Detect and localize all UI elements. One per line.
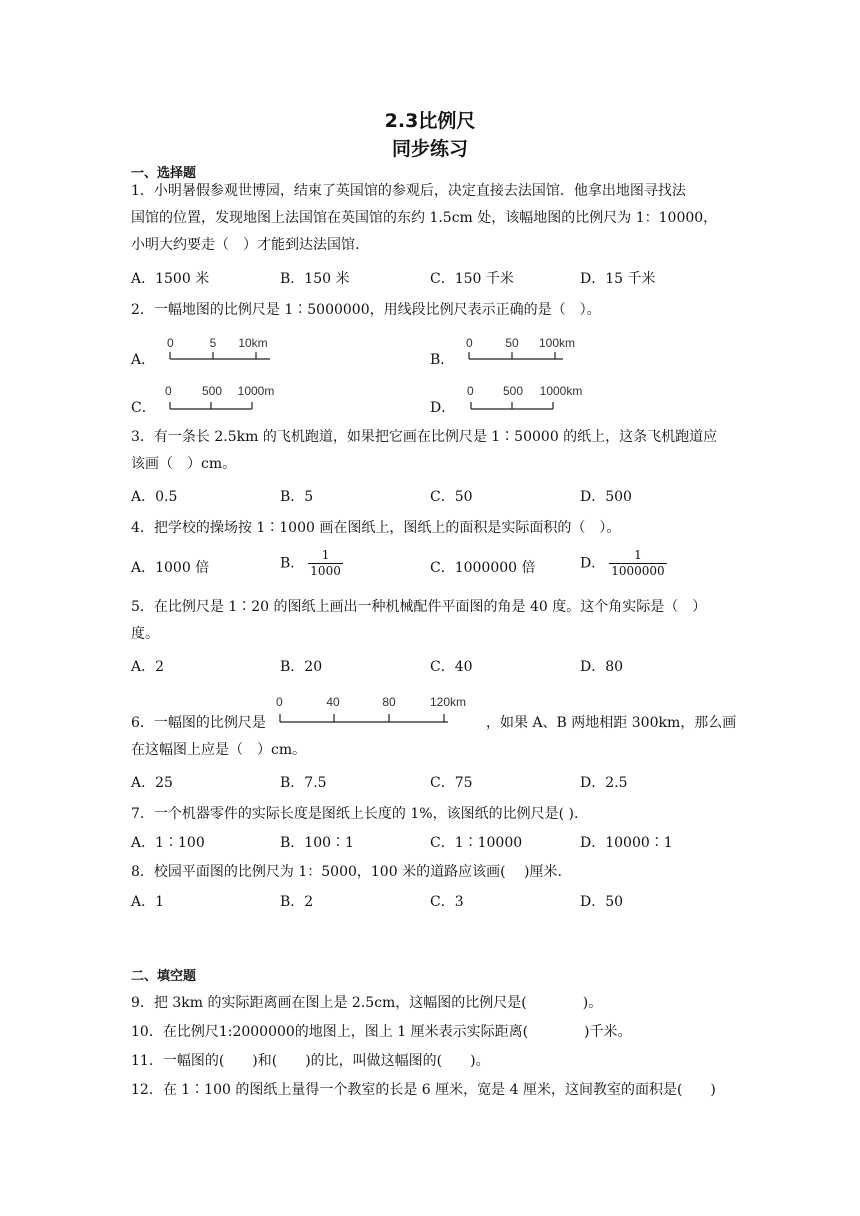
q11-line: 11．一幅图的( )和( )的比，叫做这幅图的( )。 <box>131 1053 490 1069</box>
q2-option-c-letter: C． <box>131 400 156 416</box>
q2-scale-bar-c <box>162 382 292 412</box>
q6-option-a: A．25 <box>131 775 173 791</box>
q7-option-c: C．1∶10000 <box>430 835 523 851</box>
q1-option-b: B．150 米 <box>280 271 350 287</box>
q8-option-b: B．2 <box>280 894 314 910</box>
scale-tick-label: 1000km <box>539 384 583 398</box>
q8-option-a: A．1 <box>131 894 165 910</box>
scale-tick-label: 0 <box>467 384 474 398</box>
q2-option-a-letter: A． <box>131 352 156 368</box>
fraction-numerator: 1 <box>634 548 642 562</box>
q8-option-d: D．50 <box>580 894 624 910</box>
section-choice-heading: 一、选择题 <box>131 166 197 181</box>
q1-option-c: C．150 千米 <box>430 271 514 287</box>
q2-scale-bar-b <box>463 334 593 364</box>
scale-tick-label: 10km <box>238 336 268 350</box>
q4-option-d-fraction <box>609 548 666 579</box>
q7-option-d: D．10000∶1 <box>580 835 673 851</box>
q5-line-2: 度。 <box>131 626 159 642</box>
q1-line-2: 国馆的位置，发现地图上法国馆在英国馆的东约 1.5cm 处，该幅地图的比例尺为 1：10000， <box>131 210 718 226</box>
q7-line: 7．一个机器零件的实际长度是图纸上长度的 1%，该图纸的比例尺是( ). <box>131 806 579 822</box>
q1-option-a: A．1500 米 <box>131 271 210 287</box>
q3-option-c: C．50 <box>430 489 473 505</box>
q3-line-2: 该画（ ）cm。 <box>131 456 237 472</box>
q8-option-c: C．3 <box>430 894 464 910</box>
section-fill-heading: 二、填空题 <box>131 969 197 984</box>
q8-line: 8．校园平面图的比例尺为 1：5000，100 米的道路应该画( )厘米. <box>131 864 562 880</box>
q9-line: 9．把 3km 的实际距离画在图上是 2.5cm，这幅图的比例尺是( )。 <box>131 995 603 1011</box>
q7-option-a: A．1∶100 <box>131 835 205 851</box>
q2-option-b-letter: B． <box>430 352 455 368</box>
q2-scale-bar-a <box>164 334 284 364</box>
q5-option-a: A．2 <box>131 659 165 675</box>
q5-option-c: C．40 <box>430 659 473 675</box>
scale-tick-label: 5 <box>209 336 217 350</box>
q4-line: 4．把学校的操场按 1∶1000 画在图纸上，图纸上的面积是实际面积的（ ）。 <box>131 520 621 536</box>
q12-line: 12．在 1∶100 的图纸上量得一个教室的长是 6 厘米，宽是 4 厘米，这间教室的面积是( ) <box>131 1082 716 1098</box>
scale-tick-label: 0 <box>276 695 283 709</box>
scale-tick-label: 50 <box>505 336 519 350</box>
q4-option-b-fraction <box>308 548 343 579</box>
fraction-denominator: 1000000 <box>611 564 665 578</box>
scale-tick-label: 0 <box>165 384 172 398</box>
q2-option-d-letter: D． <box>430 400 456 416</box>
q6-option-b: B．7.5 <box>280 775 327 791</box>
q3-option-d: D．500 <box>580 489 632 505</box>
q5-option-d: D．80 <box>580 659 624 675</box>
scale-tick-label: 500 <box>201 384 223 398</box>
q6-scale-bar <box>276 692 476 726</box>
q4-option-a: A．1000 倍 <box>131 560 210 576</box>
q1-line-1: 1．小明暑假参观世博园，结束了英国馆的参观后，决定直接去法国馆．他拿出地图寻找法 <box>131 183 686 199</box>
q3-option-a: A．0.5 <box>131 489 178 505</box>
scale-tick-label: 1000m <box>237 384 275 398</box>
scale-tick-label: 100km <box>538 336 576 350</box>
fraction-denominator: 1000 <box>310 564 341 578</box>
scale-tick-label: 500 <box>502 384 524 398</box>
scale-tick-label: 0 <box>167 336 174 350</box>
fraction-numerator: 1 <box>321 548 330 562</box>
q6-line-2: 在这幅图上应是（ ）cm。 <box>131 742 307 758</box>
page-title: 2.3比例尺 <box>384 110 476 132</box>
q5-option-b: B．20 <box>280 659 323 675</box>
scale-tick-label: 0 <box>466 336 473 350</box>
q4-option-b-letter: B． <box>280 555 305 572</box>
q7-option-b: B．100∶1 <box>280 835 354 851</box>
q2-line: 2．一幅地图的比例尺是 1∶5000000，用线段比例尺表示正确的是（ ）。 <box>131 302 601 318</box>
q1-option-d: D．15 千米 <box>580 271 656 287</box>
q4-option-d <box>580 548 667 579</box>
q4-option-c: C．1000000 倍 <box>430 560 536 576</box>
q4-option-d-letter: D． <box>580 555 606 572</box>
scale-tick-label: 80 <box>382 695 396 709</box>
q1-line-3: 小明大约要走（ ）才能到达法国馆. <box>131 237 360 253</box>
q6-option-d: D．2.5 <box>580 775 628 791</box>
page-subtitle: 同步练习 <box>391 138 468 160</box>
q5-line-1: 5．在比例尺是 1∶20 的图纸上画出一种机械配件平面图的角是 40 度。这个角实际是（ ） <box>131 599 707 615</box>
q6-prefix: 6．一幅图的比例尺是 <box>131 715 266 731</box>
q6-suffix: ，如果 A、B 两地相距 300km，那么画 <box>486 715 737 731</box>
q3-option-b: B．5 <box>280 489 314 505</box>
q4-option-b <box>280 548 343 579</box>
scale-tick-label: 40 <box>326 695 340 709</box>
q10-line: 10．在比例尺1:2000000的地图上，图上 1 厘米表示实际距离( )千米。 <box>131 1024 632 1040</box>
scale-tick-label: 120km <box>429 695 467 709</box>
q2-scale-bar-d <box>463 382 603 412</box>
q3-line-1: 3．有一条长 2.5km 的飞机跑道，如果把它画在比例尺是 1∶50000 的纸上，这条飞机跑道应 <box>131 429 718 445</box>
q6-option-c: C．75 <box>430 775 473 791</box>
